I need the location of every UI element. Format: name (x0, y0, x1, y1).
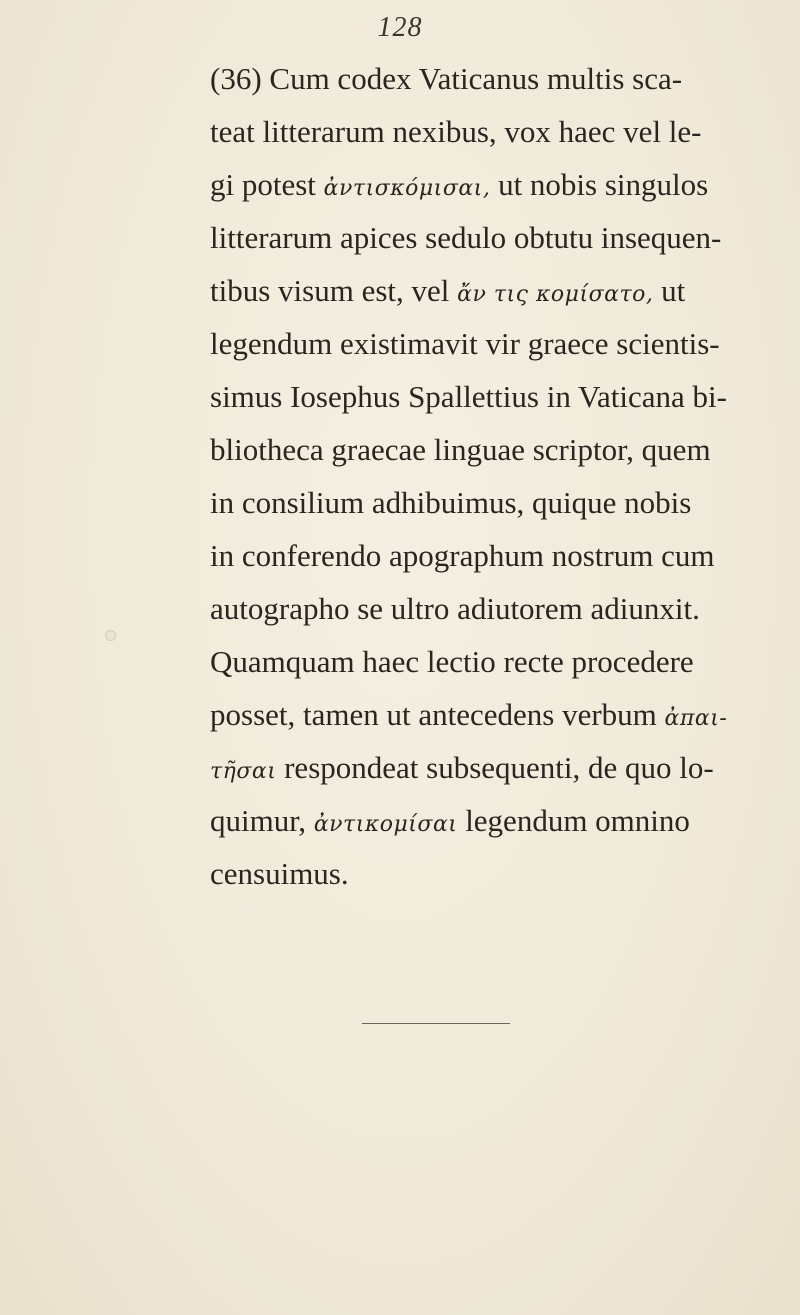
latin-text: bliotheca graecae linguae scriptor, quem (210, 432, 711, 467)
latin-text: simus Iosephus Spallettius in Vaticana bi- (210, 379, 727, 414)
latin-text: legendum omnino (457, 803, 690, 838)
latin-text: in conferendo apographum nostrum cum (210, 538, 715, 573)
latin-text: (36) Cum codex Vaticanus multis sca- (210, 61, 683, 96)
text-line (210, 317, 720, 370)
latin-text: gi potest (210, 167, 324, 202)
latin-text: litterarum apices sedulo obtutu insequen- (210, 220, 722, 255)
latin-text: autographo se ultro adiutorem adiunxit. (210, 591, 700, 626)
end-rule (362, 1023, 510, 1024)
text-line (210, 635, 694, 688)
page-number: 128 (377, 12, 423, 43)
text-line (210, 476, 692, 529)
text-line (210, 582, 700, 635)
text-line (210, 211, 722, 264)
latin-text: teat litterarum nexibus, vox haec vel le- (210, 114, 702, 149)
paper-blemish (105, 630, 116, 641)
footnote-text (210, 52, 728, 900)
latin-text: legendum existimavit vir graece scientis- (210, 326, 720, 361)
latin-text: Quamquam haec lectio recte procedere (210, 644, 694, 679)
text-line (210, 370, 727, 423)
greek-word: ἀντισκόμισαι, (323, 176, 491, 201)
text-line (210, 264, 686, 317)
greek-word: ἄν τις κομίσατο, (457, 282, 654, 307)
text-line (210, 105, 702, 158)
latin-text: quimur, (210, 803, 314, 838)
text-line (210, 794, 690, 847)
latin-text: tibus visum est, vel (210, 273, 458, 308)
text-line (210, 52, 683, 105)
latin-text: respondeat subsequenti, de quo lo- (276, 750, 714, 785)
text-line (210, 158, 709, 211)
greek-word: ἀπαι- (664, 706, 728, 731)
latin-text: censuimus. (210, 856, 349, 891)
latin-text: in consilium adhibuimus, quique nobis (210, 485, 692, 520)
greek-word: ἀντικομίσαι (313, 812, 458, 837)
latin-text: ut (653, 273, 686, 308)
text-line (210, 847, 630, 900)
text-line (210, 423, 711, 476)
latin-text: ut nobis singulos (490, 167, 709, 202)
text-line (210, 741, 714, 794)
greek-word: τῆσαι (210, 759, 277, 784)
latin-text: posset, tamen ut antecedens verbum (210, 697, 665, 732)
text-line (210, 688, 728, 741)
text-line (210, 529, 715, 582)
